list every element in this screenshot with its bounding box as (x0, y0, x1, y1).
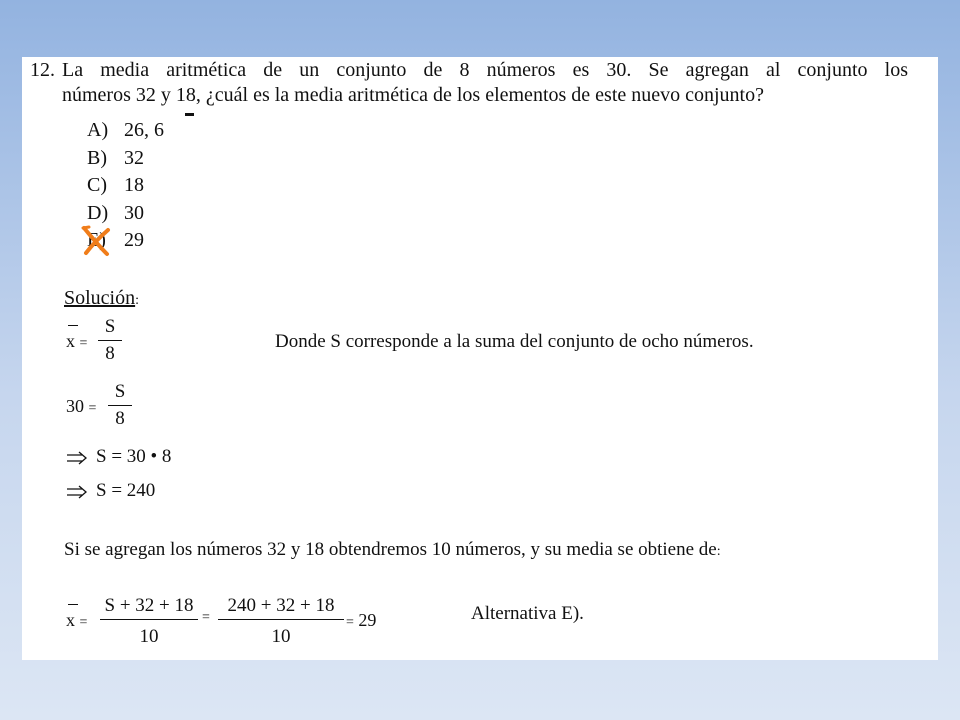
option-c (87, 174, 144, 197)
question-text-line1: La media aritmética de un conjunto de 8 números es 30. Se agregan al conjunto los (62, 59, 908, 81)
solution-title-text: Solución (64, 287, 136, 309)
eq1-fraction (98, 315, 122, 366)
option-b-label: B) (87, 147, 107, 169)
eq1-numerator: S (104, 316, 116, 337)
eq2-lhs-value: 30 (66, 396, 84, 416)
eq3-fraction-bar-2 (218, 619, 344, 620)
answer-x-mark-icon (80, 225, 112, 257)
eq2-fraction (108, 380, 132, 431)
solution-title (64, 287, 139, 310)
implies-arrow-icon (66, 451, 88, 465)
eq1-denominator: 8 (105, 343, 115, 364)
solution-title-colon: : (135, 293, 140, 308)
eq1-note: Donde S corresponde a la suma del conjunto de ocho números. (275, 331, 754, 352)
eq3-equals-3: = (346, 615, 354, 630)
eq2-denominator: 8 (115, 408, 125, 429)
option-b (87, 147, 144, 170)
step2 (66, 480, 155, 502)
step2-text: S = 240 (96, 480, 156, 501)
eq3-fraction-1 (100, 594, 198, 649)
option-a-value: 26, 6 (124, 119, 164, 141)
option-e-label: E) (87, 229, 106, 251)
option-b-value: 32 (124, 147, 144, 169)
answer-alternative: Alternativa E). (471, 603, 584, 624)
eq2-lhs (66, 396, 96, 417)
eq1-lhs-var: x (66, 331, 75, 351)
eq3-fraction-2 (218, 594, 344, 649)
mean-bar-1 (68, 325, 78, 326)
eq3-result (346, 610, 376, 631)
eq3-lhs (66, 610, 87, 631)
new-mean-sentence-text: Si se agregan los números 32 y 18 obtendremos 10 números, y su media se obtiene de (64, 539, 717, 560)
eq3-numerator-2: 240 + 32 + 18 (227, 595, 335, 616)
slide-content (22, 57, 938, 660)
new-mean-sentence (64, 539, 721, 561)
question-number: 12. (30, 59, 55, 81)
step1-text: S = 30 • 8 (96, 446, 172, 467)
option-e-value: 29 (124, 229, 144, 251)
eq3-lhs-var: x (66, 610, 75, 630)
eq1-fraction-bar (98, 340, 122, 341)
eq3-fraction-bar-1 (100, 619, 198, 620)
option-c-value: 18 (124, 174, 144, 196)
option-d-value: 30 (124, 202, 144, 224)
mean-bar-2 (68, 604, 78, 605)
option-d-label: D) (87, 202, 109, 224)
implies-arrow-icon (66, 485, 88, 499)
eq3-equals-2: = (202, 610, 210, 625)
eq3-equals-1: = (79, 615, 88, 630)
option-c-label: C) (87, 174, 107, 196)
question-text-line2: números 32 y 18, ¿cuál es la media aritmética de los elementos de este nuevo conjunto? (62, 84, 764, 106)
option-d (87, 202, 144, 225)
option-a (87, 119, 164, 142)
repeating-decimal-bar (185, 113, 194, 116)
eq1-equals: = (79, 336, 88, 351)
eq3-result-value: 29 (358, 610, 377, 630)
eq3-numerator-1: S + 32 + 18 (104, 595, 194, 616)
option-a-label: A) (87, 119, 109, 141)
eq3-denominator-1: 10 (139, 626, 159, 647)
eq2-equals: = (88, 401, 97, 416)
eq3-denominator-2: 10 (271, 626, 291, 647)
eq1-lhs (66, 331, 87, 352)
eq2-fraction-bar (108, 405, 132, 406)
step1 (66, 446, 171, 468)
eq2-numerator: S (114, 381, 126, 402)
new-mean-sentence-colon: : (716, 544, 721, 559)
